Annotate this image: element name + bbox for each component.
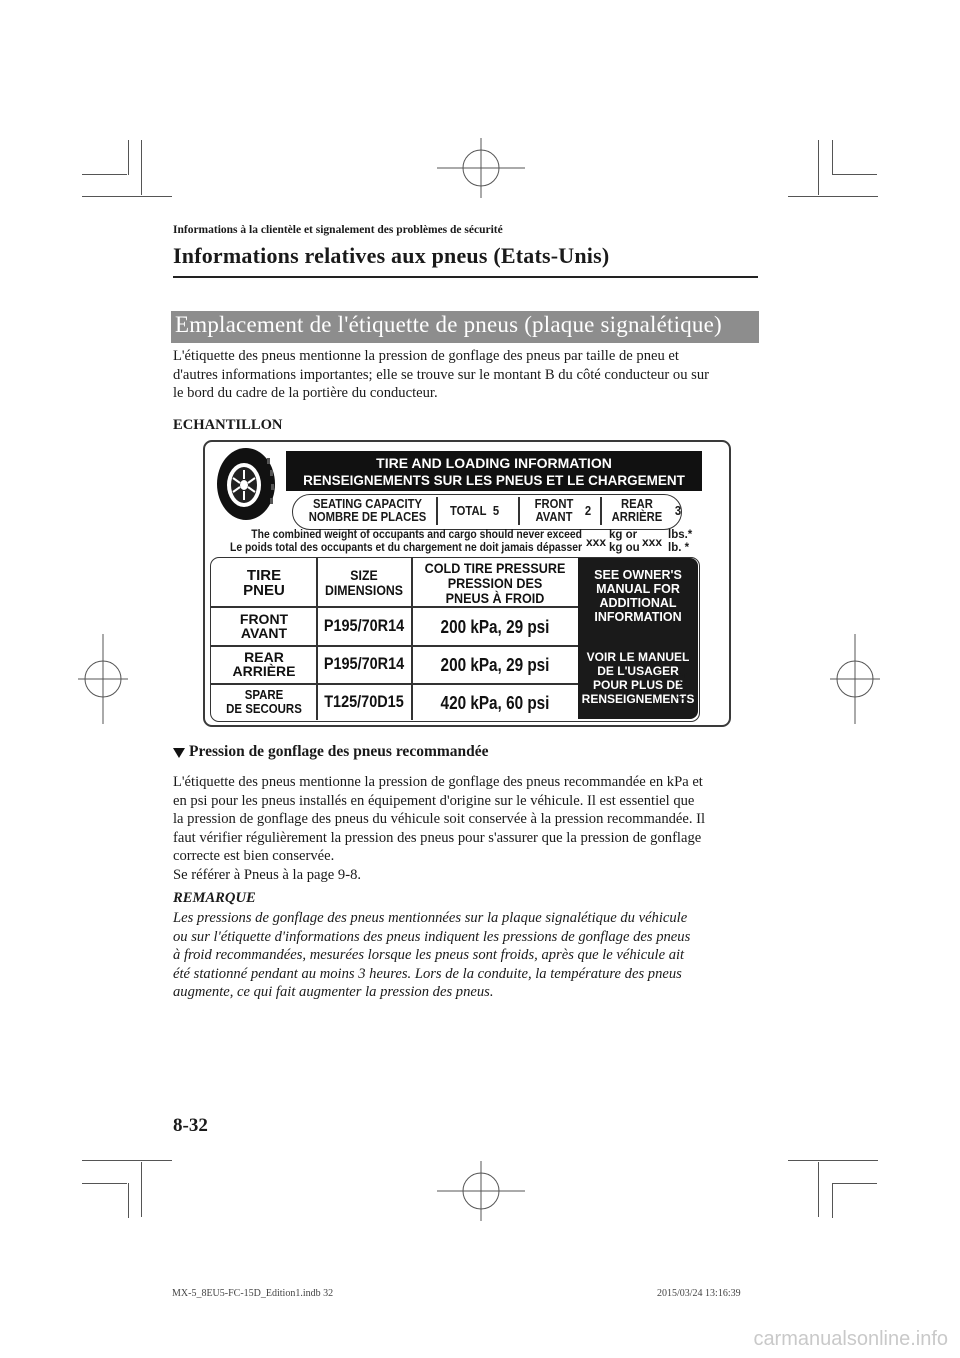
banner-line-en: TIRE AND LOADING INFORMATION bbox=[376, 455, 612, 471]
panel-line: INFORMATION bbox=[594, 610, 682, 624]
section-title: Emplacement de l'étiquette de pneus (plaque signalétique) bbox=[175, 312, 722, 337]
subsection-title: Pression de gonflage des pneus recommandée bbox=[189, 743, 489, 760]
combined-weight-en: The combined weight of occupants and cargo should never exceed bbox=[251, 529, 582, 541]
column-header-pressure-en: COLD TIRE PRESSURE bbox=[424, 560, 566, 576]
unit-lb-fr: lb. * bbox=[668, 542, 690, 554]
sample-label: ECHANTILLON bbox=[173, 417, 283, 433]
divider bbox=[436, 497, 438, 525]
front-seats-en: FRONT bbox=[534, 497, 574, 511]
header-divider bbox=[173, 276, 758, 278]
row-divider bbox=[210, 683, 578, 685]
total-value: 5 bbox=[492, 504, 500, 518]
size-rear: P195/70R14 bbox=[323, 654, 405, 673]
body-line: la pression de gonflage des pneus du véhicule soit conservée à la pression recommandée. Il bbox=[173, 811, 706, 827]
front-seats-label bbox=[528, 498, 580, 524]
intro-line: d'autres informations importantes; elle se trouve sur le montant B du côté conducteur ou sur bbox=[173, 366, 709, 383]
note-line: augmente, ce qui fait augmenter la pression des pneus. bbox=[173, 984, 494, 1000]
panel-line: VOIR LE MANUEL bbox=[586, 650, 690, 664]
note-line: Les pressions de gonflage des pneus mentionnées sur la plaque signalétique du véhicule bbox=[173, 910, 688, 926]
pressure-spare: 420 kPa, 60 psi bbox=[440, 693, 550, 713]
divider bbox=[600, 497, 602, 525]
unit-kg-ou: kg ou bbox=[609, 542, 640, 554]
column-header-pressure-fr-2: PNEUS À FROID bbox=[445, 590, 545, 606]
panel-line: RENSEIGNEMENTS bbox=[581, 692, 695, 706]
column-header-tire-fr: PNEU bbox=[243, 582, 285, 599]
note-line: ou sur l'étiquette d'informations des pneus indiquent les pressions de gonflage des pneus bbox=[173, 928, 691, 945]
column-divider bbox=[316, 558, 318, 720]
body-line: en psi pour les pneus installés en équipement d'origine sur le véhicule. Il est essentiel que bbox=[173, 792, 695, 809]
body-line: L'étiquette des pneus mentionne la pression de gonflage des pneus recommandée en kPa et bbox=[173, 774, 703, 790]
column-header-tire-en: TIRE bbox=[246, 567, 282, 584]
combined-weight-text bbox=[180, 529, 582, 555]
seating-capacity-fr: NOMBRE DE PLACES bbox=[308, 510, 427, 524]
registration-mark-right bbox=[830, 634, 880, 724]
panel-line: SEE OWNER'S bbox=[594, 568, 682, 582]
panel-line: POUR PLUS DE bbox=[592, 678, 683, 692]
panel-line: MANUAL FOR bbox=[596, 582, 680, 596]
row-label-front-fr: AVANT bbox=[240, 625, 288, 641]
body-line: faut vérifier régulièrement la pression des pneus pour s'assurer que la pression de gonflage bbox=[173, 829, 702, 846]
tire-icon bbox=[215, 446, 277, 522]
weight-placeholder-lbs: xxx bbox=[642, 535, 663, 549]
seating-capacity-label bbox=[307, 498, 429, 524]
column-header-tire bbox=[212, 568, 316, 598]
pressure-front: 200 kPa, 29 psi bbox=[440, 617, 550, 637]
row-label-rear-fr: ARRIÈRE bbox=[232, 663, 296, 679]
row-label-spare-en: SPARE bbox=[244, 687, 284, 702]
row-label-front-en: FRONT bbox=[239, 611, 289, 627]
column-header-size-en: SIZE bbox=[350, 567, 378, 583]
note-body bbox=[173, 909, 763, 1002]
front-seats-fr: AVANT bbox=[535, 510, 573, 524]
front-seats-value: 2 bbox=[584, 504, 592, 518]
divider bbox=[518, 497, 520, 525]
size-front: P195/70R14 bbox=[323, 616, 405, 635]
registration-mark-top bbox=[437, 138, 525, 198]
rear-seats-label bbox=[608, 498, 666, 524]
panel-line: DE L'USAGER bbox=[597, 664, 679, 678]
row-divider bbox=[210, 645, 578, 647]
row-label-rear-en: REAR bbox=[244, 649, 284, 665]
row-label-spare-fr: DE SECOURS bbox=[226, 701, 302, 716]
column-header-pressure-fr: PRESSION DES bbox=[447, 575, 543, 591]
seating-capacity-en: SEATING CAPACITY bbox=[313, 497, 422, 511]
intro-line: L'étiquette des pneus mentionne la pression de gonflage des pneus par taille de pneu et bbox=[173, 348, 679, 364]
unit-lbs-en: lbs.* bbox=[668, 529, 693, 541]
label-code: (XXXX) bbox=[676, 660, 690, 701]
row-divider bbox=[210, 606, 578, 608]
registration-mark-left bbox=[78, 634, 128, 724]
tire-label-banner bbox=[286, 451, 702, 491]
column-header-pressure bbox=[419, 561, 572, 606]
panel-line: ADDITIONAL bbox=[599, 596, 677, 610]
footer-timestamp: 2015/03/24 13:16:39 bbox=[657, 1288, 741, 1299]
note-label: REMARQUE bbox=[173, 890, 256, 906]
note-line: été stationné pendant au moins 3 heures. Lors de la conduite, la température des pneus bbox=[173, 965, 682, 982]
banner-line-fr: RENSEIGNEMENTS SUR LES PNEUS ET LE CHARGEMENT bbox=[303, 473, 685, 488]
combined-weight-fr: Le poids total des occupants et du chargement ne doit jamais dépasser bbox=[230, 542, 582, 554]
intro-paragraph bbox=[173, 347, 763, 403]
note-line: à froid recommandées, mesurées lorsque les pneus sont froids, après que le véhicule ait bbox=[173, 947, 685, 963]
page-number: 8-32 bbox=[173, 1115, 208, 1136]
column-header-size bbox=[320, 568, 408, 598]
weight-placeholder-kg: xxx bbox=[586, 535, 607, 549]
intro-line: le bord du cadre de la portière du conducteur. bbox=[173, 385, 438, 401]
size-spare: T125/70D15 bbox=[324, 692, 404, 711]
unit-lbs bbox=[668, 529, 692, 555]
body-line: Se référer à Pneus à la page 9-8. bbox=[173, 866, 362, 883]
rear-seats-value: 3 bbox=[674, 504, 682, 518]
footer-file-name: MX-5_8EU5-FC-15D_Edition1.indb 32 bbox=[172, 1288, 334, 1299]
unit-kg bbox=[609, 529, 640, 555]
rear-seats-fr: ARRIÈRE bbox=[611, 510, 663, 524]
registration-mark-bottom bbox=[437, 1161, 525, 1221]
total-label: TOTAL bbox=[450, 504, 487, 518]
pressure-rear: 200 kPa, 29 psi bbox=[440, 655, 550, 675]
row-label-spare bbox=[218, 688, 310, 716]
rear-seats-en: REAR bbox=[621, 497, 653, 511]
column-header-size-fr: DIMENSIONS bbox=[324, 582, 404, 598]
triangle-down-icon bbox=[172, 746, 186, 760]
subsection-body bbox=[173, 773, 763, 884]
row-label-rear bbox=[212, 650, 316, 678]
chapter-heading: Informations à la clientèle et signalement des problèmes de sécurité bbox=[173, 224, 503, 236]
unit-kg-or: kg or bbox=[609, 529, 638, 541]
column-divider bbox=[411, 558, 413, 720]
panel-text-en bbox=[578, 568, 698, 624]
row-label-front bbox=[212, 612, 316, 640]
body-line: correcte est bien conservée. bbox=[173, 848, 335, 864]
page-title: Informations relatives aux pneus (Etats-Unis) bbox=[173, 243, 610, 268]
watermark: carmanualsonline.info bbox=[753, 1328, 948, 1350]
